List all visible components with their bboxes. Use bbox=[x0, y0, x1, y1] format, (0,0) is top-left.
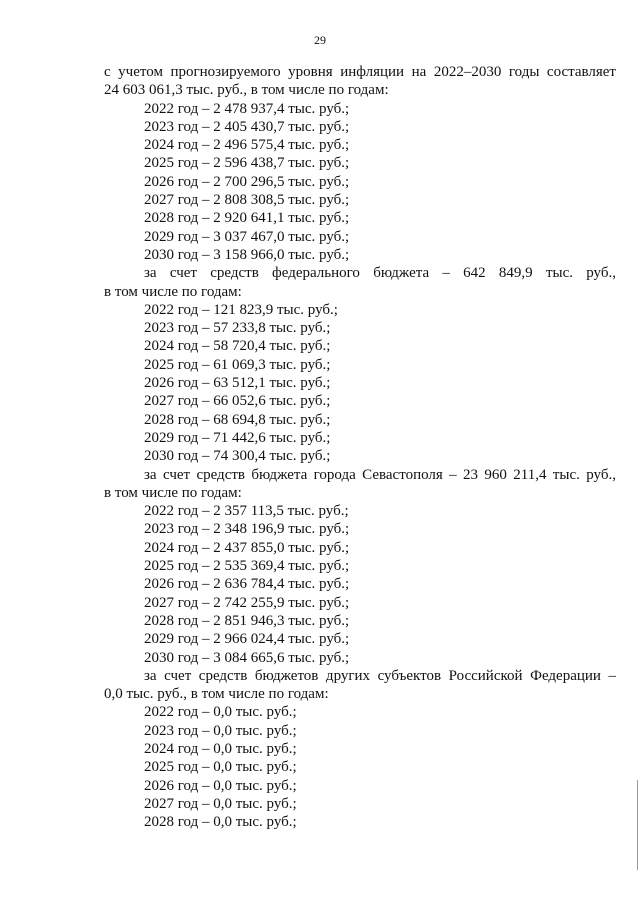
page-number: 29 bbox=[314, 33, 326, 47]
text-line: 2030 год – 3 158 966,0 тыс. руб.; bbox=[144, 246, 350, 263]
text-line: 0,0 тыс. руб., в том числе по годам: bbox=[104, 686, 329, 703]
scan-edge-mark bbox=[637, 780, 638, 870]
text-line: 2028 год – 2 920 641,1 тыс. руб.; bbox=[144, 210, 350, 227]
text-line: 2029 год – 3 037 467,0 тыс. руб.; bbox=[144, 228, 350, 245]
text-line: 2027 год – 66 052,6 тыс. руб.; bbox=[144, 393, 331, 410]
text-line: с учетом прогнозируемого уровня инфляции на 2022–2030 годы составляет bbox=[104, 64, 616, 80]
text-line: 2027 год – 2 808 308,5 тыс. руб.; bbox=[144, 192, 350, 209]
text-line: 2026 год – 0,0 тыс. руб.; bbox=[144, 777, 297, 794]
text-line: 2029 год – 2 966 024,4 тыс. руб.; bbox=[144, 631, 350, 648]
text-line: 2023 год – 2 405 430,7 тыс. руб.; bbox=[144, 118, 350, 135]
text-line: 2022 год – 121 823,9 тыс. руб.; bbox=[144, 301, 338, 318]
text-line: 2022 год – 2 478 937,4 тыс. руб.; bbox=[144, 100, 350, 117]
text-line: 2030 год – 74 300,4 тыс. руб.; bbox=[144, 448, 331, 465]
text-line: 2023 год – 0,0 тыс. руб.; bbox=[144, 722, 297, 739]
text-line: 2028 год – 2 851 946,3 тыс. руб.; bbox=[144, 612, 350, 629]
text-line: 2030 год – 3 084 665,6 тыс. руб.; bbox=[144, 649, 350, 666]
text-line: 2022 год – 2 357 113,5 тыс. руб.; bbox=[144, 503, 349, 520]
text-line: 2024 год – 2 496 575,4 тыс. руб.; bbox=[144, 137, 350, 154]
document-body bbox=[104, 63, 616, 831]
text-line: за счет средств бюджета города Севастополя – 23 960 211,4 тыс. руб., bbox=[144, 466, 616, 483]
text-line: 2025 год – 2 535 369,4 тыс. руб.; bbox=[144, 558, 350, 575]
text-line: 2022 год – 0,0 тыс. руб.; bbox=[144, 704, 297, 721]
text-line: 2026 год – 2 700 296,5 тыс. руб.; bbox=[144, 173, 350, 190]
text-line: 2026 год – 63 512,1 тыс. руб.; bbox=[144, 375, 331, 392]
text-line: 24 603 061,3 тыс. руб., в том числе по годам: bbox=[104, 82, 389, 99]
text-line: 2023 год – 57 233,8 тыс. руб.; bbox=[144, 320, 331, 337]
text-line: 2027 год – 0,0 тыс. руб.; bbox=[144, 795, 297, 812]
text-line: 2027 год – 2 742 255,9 тыс. руб.; bbox=[144, 594, 350, 611]
text-line: 2024 год – 0,0 тыс. руб.; bbox=[144, 740, 297, 757]
text-line: 2023 год – 2 348 196,9 тыс. руб.; bbox=[144, 521, 350, 538]
text-line: 2028 год – 68 694,8 тыс. руб.; bbox=[144, 411, 331, 428]
text-line: в том числе по годам: bbox=[104, 283, 242, 300]
text-line: 2028 год – 0,0 тыс. руб.; bbox=[144, 814, 297, 831]
text-line: 2029 год – 71 442,6 тыс. руб.; bbox=[144, 429, 331, 446]
text-line: в том числе по годам: bbox=[104, 484, 242, 501]
text-line: за счет средств федерального бюджета – 642 849,9 тыс. руб., bbox=[144, 265, 616, 282]
text-line: за счет средств бюджетов других субъектов Российской Федерации – bbox=[144, 667, 616, 684]
text-line: 2025 год – 61 069,3 тыс. руб.; bbox=[144, 356, 331, 373]
text-line: 2025 год – 2 596 438,7 тыс. руб.; bbox=[144, 155, 350, 172]
text-line: 2026 год – 2 636 784,4 тыс. руб.; bbox=[144, 576, 350, 593]
text-line: 2024 год – 2 437 855,0 тыс. руб.; bbox=[144, 539, 350, 556]
text-line: 2024 год – 58 720,4 тыс. руб.; bbox=[144, 338, 331, 355]
text-line: 2025 год – 0,0 тыс. руб.; bbox=[144, 759, 297, 776]
